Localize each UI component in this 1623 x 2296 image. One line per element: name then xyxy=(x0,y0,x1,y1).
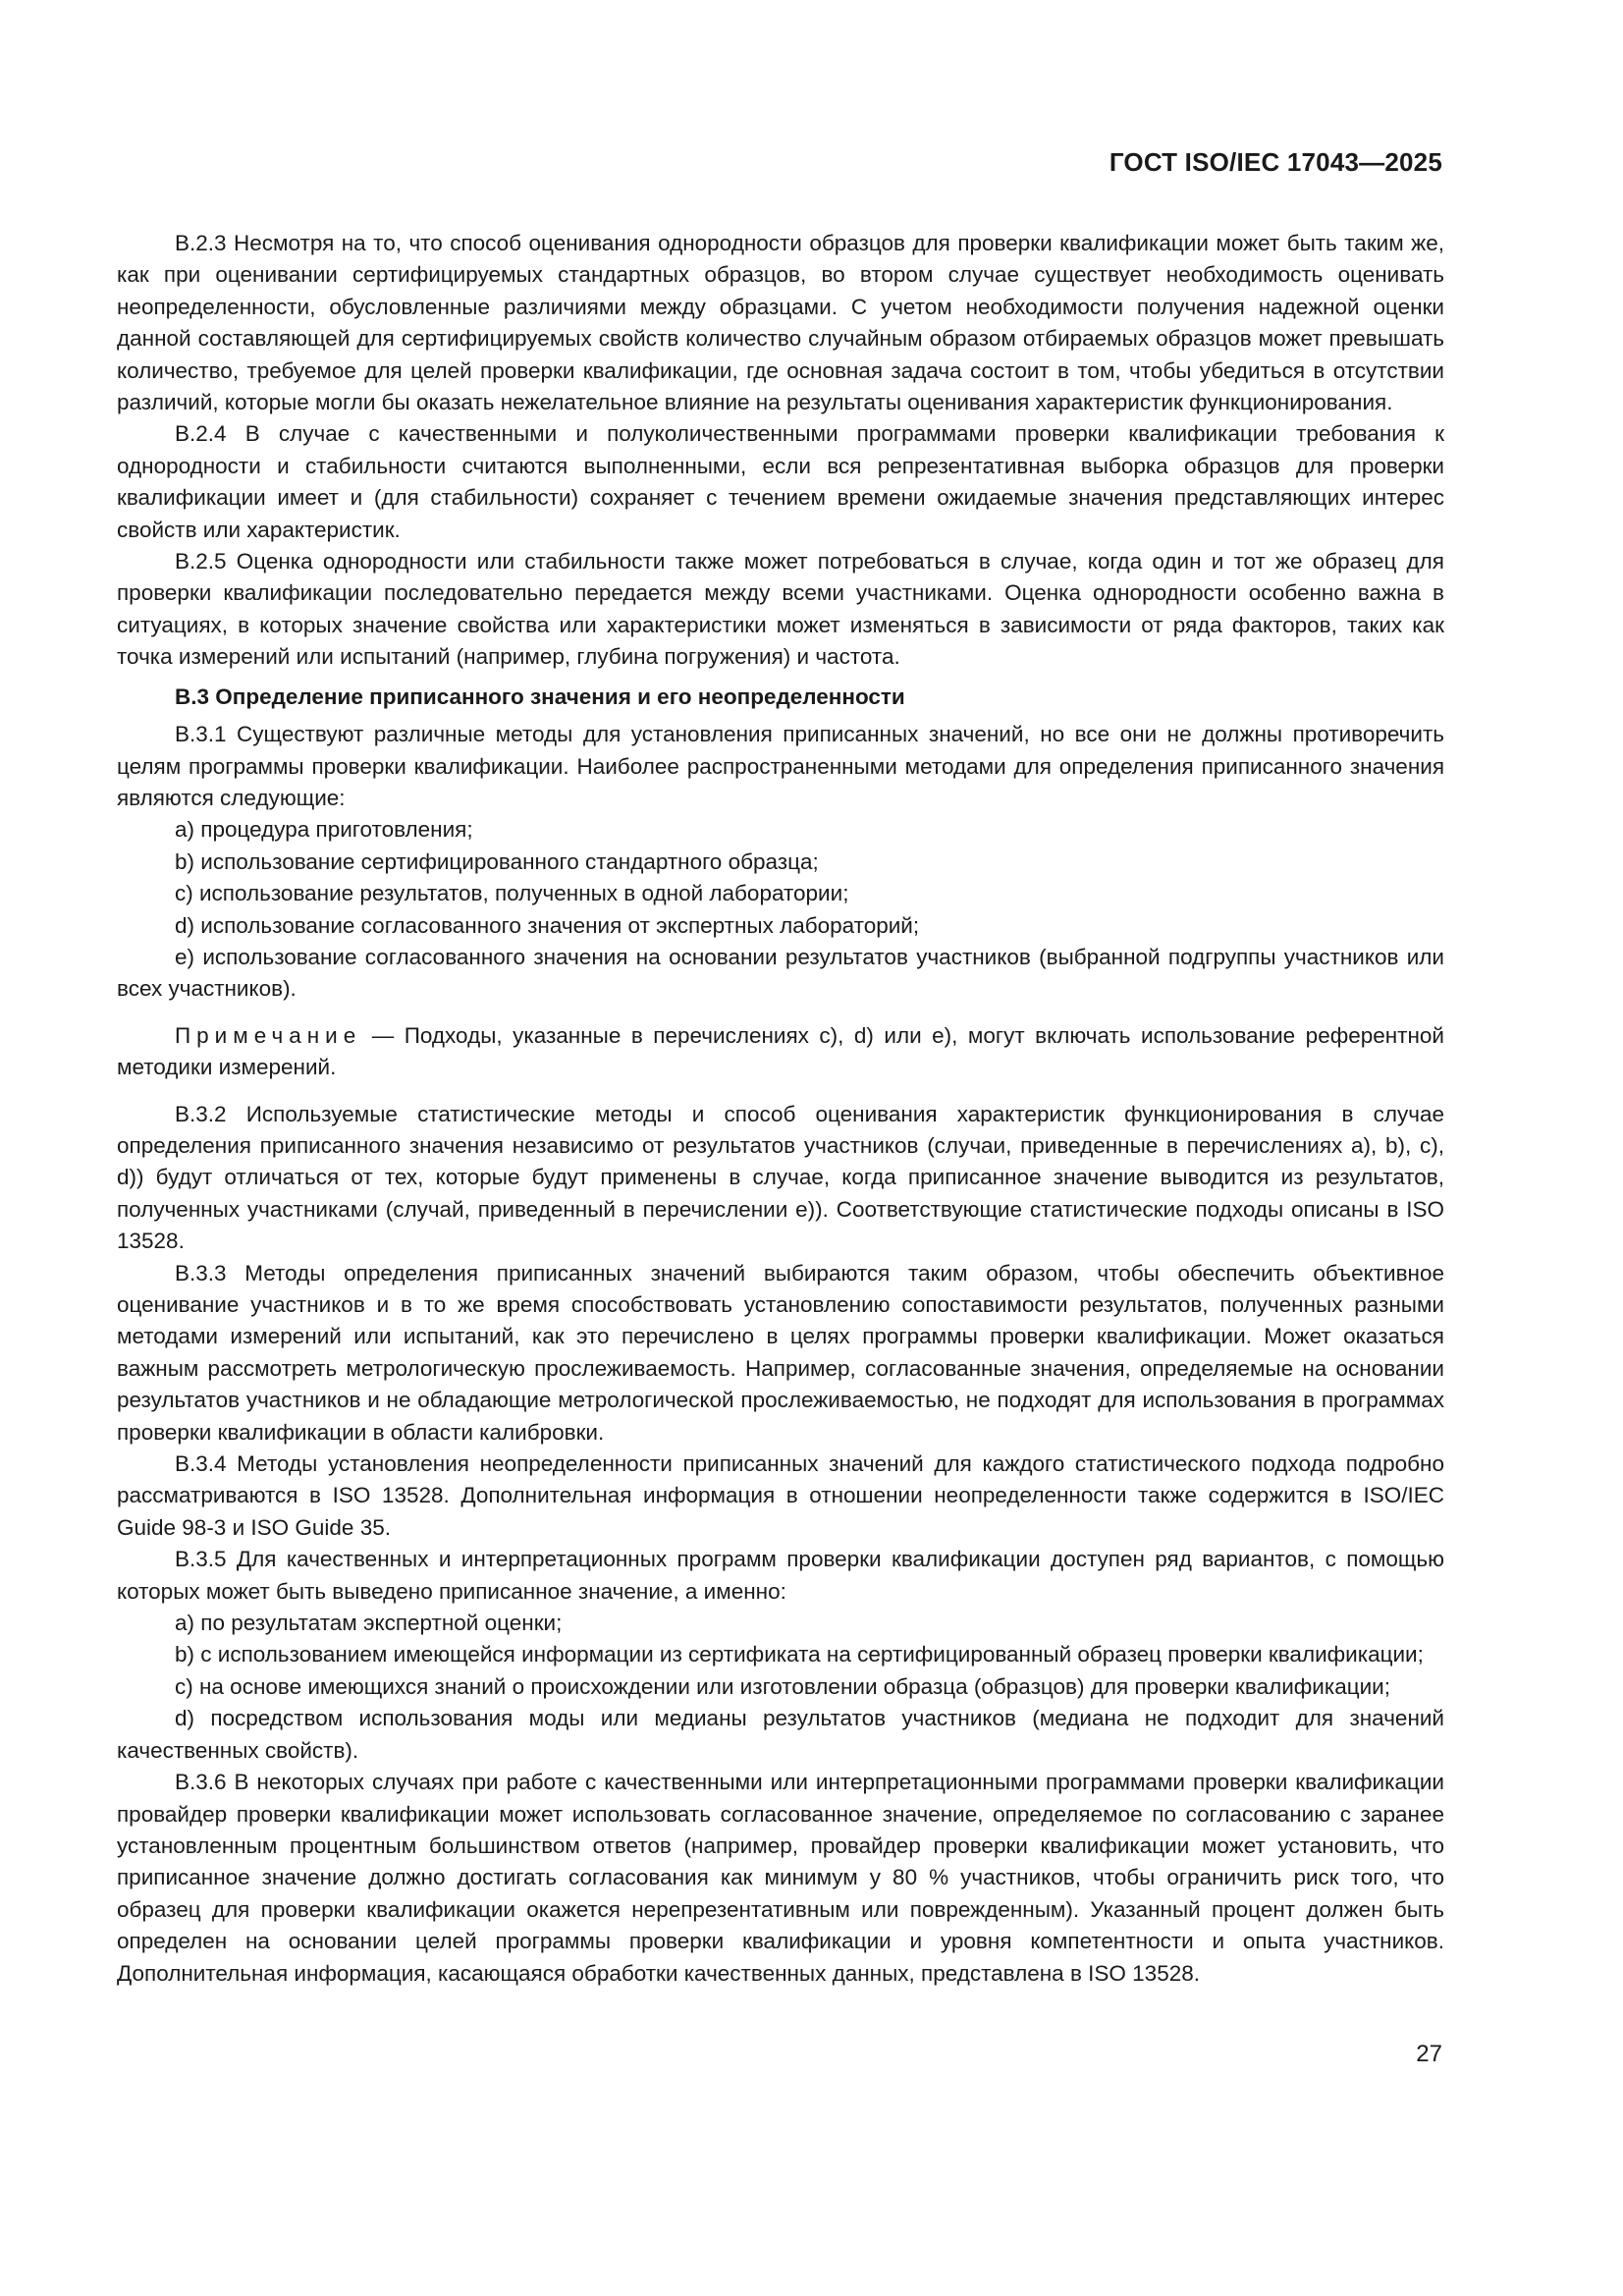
note xyxy=(117,1020,1444,1084)
paragraph-b-3-4: B.3.4 Методы установления неопределенности приписанных значений для каждого статистического подхода подробно рассматриваются в ISO 13528. Дополнительная информация в отношении неопределенности также содержится в ISO/IEC Guide 98-3 и ISO Guide 35. xyxy=(117,1451,1444,1540)
list-item: b) с использованием имеющейся информации из сертификата на сертифицированный образец проверки квалификации; xyxy=(175,1642,1424,1667)
page-number: 27 xyxy=(1416,2041,1442,2067)
section-heading-b-3: B.3 Определение приписанного значения и его неопределенности xyxy=(175,683,905,709)
list-item: e) использование согласованного значения на основании результатов участников (выбранной подгруппы участников или всех участников). xyxy=(117,944,1444,1002)
paragraph-b-3-6: B.3.6 В некоторых случаях при работе с качественными или интерпретационными программами проверки квалификации провайдер проверки квалификации может использовать согласованное значение, определяемое по согласованию с заранее установленным процентным большинством ответов (например, провайдер проверки квалификации может установить, что приписанное значение должно достигать согласования как минимум у 80 % участников, чтобы ограничить риск того, что образец для проверки квалификации окажется нерепрезентативным или поврежденным). Указанный процент должен быть определен на основании целей программы проверки квалификации и уровня компетентности и опыта участников. Дополнительная информация, касающаяся обработки качественных данных, представлена в ISO 13528. xyxy=(117,1770,1444,1986)
paragraph-b-3-2: B.3.2 Используемые статистические методы и способ оценивания характеристик функционирования в случае определения приписанного значения независимо от результатов участников (случаи, приведенные в перечислениях a), b), c), d)) будут отличаться от тех, которые будут применены в случае, когда приписанное значение выводится из результатов, полученных участниками (случай, приведенный в перечислении e)). Соответствующие статистические подходы описаны в ISO 13528. xyxy=(117,1101,1444,1254)
list-item: a) по результатам экспертной оценки; xyxy=(175,1611,563,1636)
note-text: — Подходы, указанные в перечислениях c), d) или e), могут включать использование референтной методики измерений. xyxy=(117,1022,1444,1080)
list-item: b) использование сертифицированного стандартного образца; xyxy=(175,848,819,874)
paragraph-b-2-4: B.2.4 В случае с качественными и полуколичественными программами проверки квалификации требования к однородности и стабильности считаются выполненными, если вся репрезентативная выборка образцов для проверки квалификации имеет и (для стабильности) сохраняет с течением времени ожидаемые значения представляющих интерес свойств или характеристик. xyxy=(117,421,1444,542)
list-item: d) посредством использования моды или медианы результатов участников (медиана не подходит для значений качественных свойств). xyxy=(117,1706,1444,1763)
list-item: c) использование результатов, полученных в одной лаборатории; xyxy=(175,881,849,906)
paragraph-b-2-3: B.2.3 Несмотря на то, что способ оценивания однородности образцов для проверки квалификации может быть таким же, как при оценивании сертифицируемых стандартных образцов, во втором случае существует необходимость оценивать неопределенности, обусловленные различиями между образцами. С учетом необходимости получения надежной оценки данной составляющей для сертифицируемых свойств количество случайным образом отбираемых образцов может превышать количество, требуемое для целей проверки квалификации, где основная задача состоит в том, чтобы убедиться в отсутствии различий, которые могли бы оказать нежелательное влияние на результаты оценивания характеристик функционирования. xyxy=(117,231,1444,415)
list-item: c) на основе имеющихся знаний о происхождении или изготовлении образца (образцов) для проверки квалификации; xyxy=(175,1673,1390,1699)
list-item: d) использование согласованного значения от экспертных лабораторий; xyxy=(175,912,920,938)
paragraph-b-2-5: B.2.5 Оценка однородности или стабильности также может потребоваться в случае, когда один и тот же образец для проверки квалификации последовательно передается между всеми участниками. Оценка однородности особенно важна в ситуациях, в которых значение свойства или характеристики может изменяться в зависимости от ряда факторов, таких как точка измерений или испытаний (например, глубина погружения) и частота. xyxy=(117,549,1444,670)
document-header: ГОСТ ISO/IEC 17043—2025 xyxy=(1109,147,1442,177)
paragraph-b-3-3: B.3.3 Методы определения приписанных значений выбираются таким образом, чтобы обеспечить объективное оценивание участников и в то же время способствовать установлению сопоставимости результатов, полученных разными методами измерений или испытаний, как это перечислено в целях программы проверки квалификации. Может оказаться важным рассмотреть метрологическую прослеживаемость. Например, согласованные значения, определяемые на основании результатов участников и не обладающие метрологической прослеживаемостью, не подходят для использования в программах проверки квалификации в области калибровки. xyxy=(117,1260,1444,1445)
paragraph-b-3-1: B.3.1 Существуют различные методы для установления приписанных значений, но все они не должны противоречить целям программы проверки квалификации. Наиболее распространенными методами для определения приписанного значения являются следующие: xyxy=(117,722,1444,810)
document-body xyxy=(117,228,1444,1990)
list-item: a) процедура приготовления; xyxy=(175,817,473,843)
paragraph-b-3-5: B.3.5 Для качественных и интерпретационных программ проверки квалификации доступен ряд вариантов, с помощью которых может быть выведено приписанное значение, а именно: xyxy=(117,1547,1444,1604)
note-label: Примечание xyxy=(175,1022,362,1048)
